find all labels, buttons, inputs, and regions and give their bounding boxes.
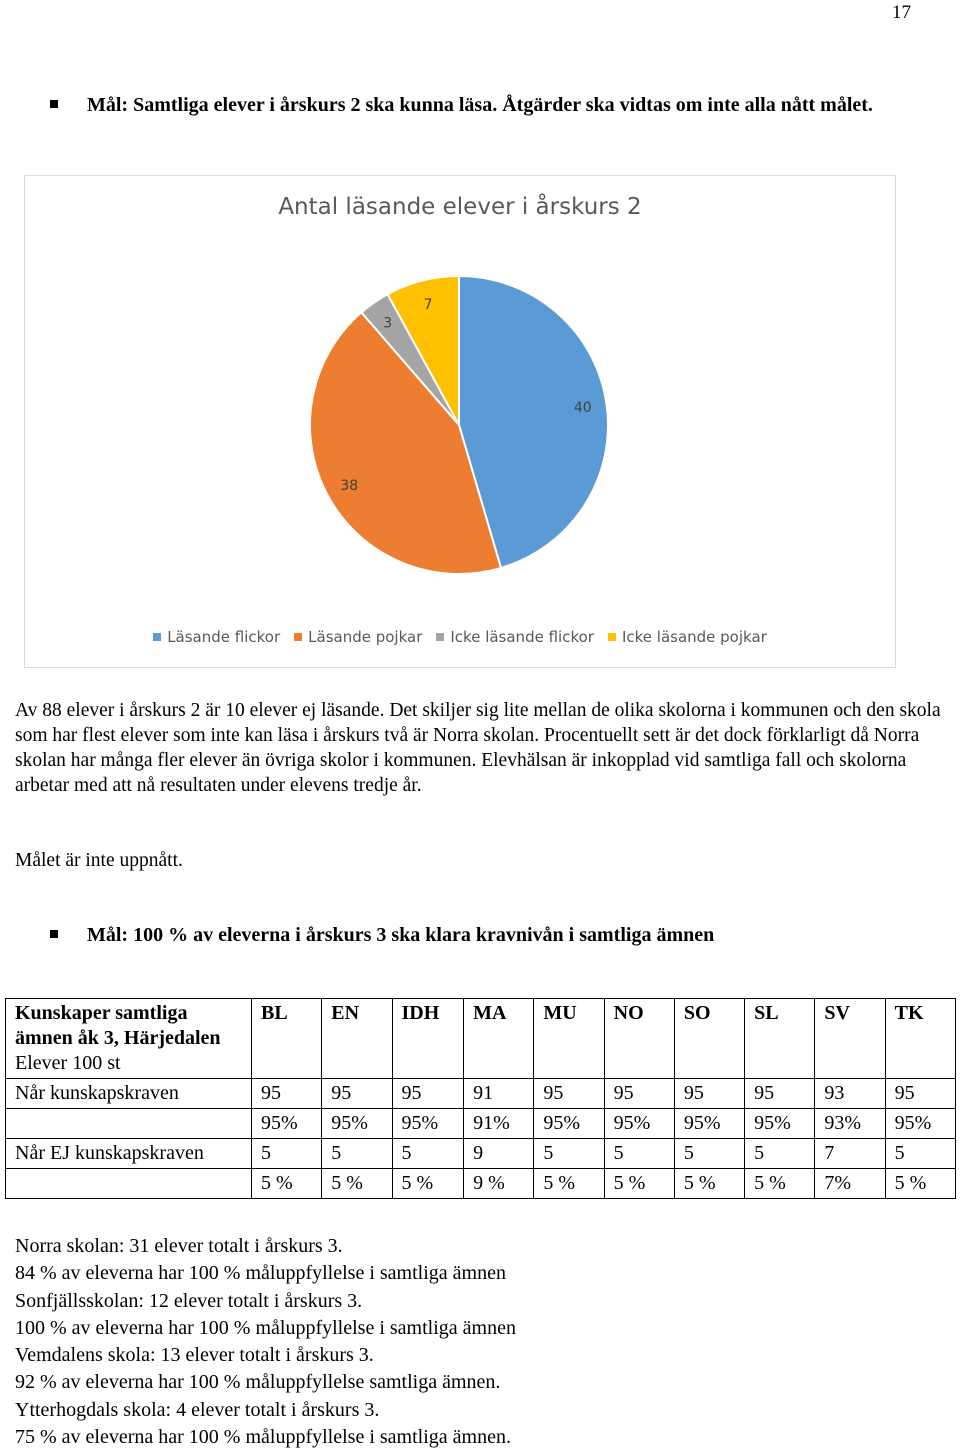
square-bullet-icon <box>50 100 58 108</box>
row-label <box>6 1109 252 1139</box>
school-result-line: Norra skolan: 31 elever totalt i årskurs 3. <box>15 1235 343 1257</box>
school-result-line: 84 % av eleverna har 100 % måluppfyllelse i samtliga ämnen <box>15 1262 506 1285</box>
table-row <box>6 1139 956 1169</box>
table-cell: 5 % <box>604 1169 674 1199</box>
goal-1-text: Mål: Samtliga elever i årskurs 2 ska kunna läsa. Åtgärder ska vidtas om inte alla nått målet. <box>87 94 873 116</box>
subject-header-sv: SV <box>815 999 885 1079</box>
school-result-line: Ytterhogdals skola: 4 elever totalt i årskurs 3. <box>15 1398 380 1421</box>
table-cell: 5 % <box>885 1169 955 1199</box>
table-cell: 9 <box>464 1139 534 1169</box>
table-cell: 9 % <box>464 1169 534 1199</box>
table-cell: 95 <box>322 1079 392 1109</box>
goal-2-text: Mål: 100 % av eleverna i årskurs 3 ska klara kravnivån i samtliga ämnen <box>87 924 715 946</box>
table-cell: 95 <box>745 1079 815 1109</box>
legend-label: Icke läsande pojkar <box>621 628 767 646</box>
table-cell: 95% <box>534 1109 604 1139</box>
legend-swatch <box>608 633 616 641</box>
table-cell: 5 <box>534 1139 604 1169</box>
subject-header-ma: MA <box>464 999 534 1079</box>
table-cell: 95% <box>885 1109 955 1139</box>
table-cell: 5 <box>745 1139 815 1169</box>
school-result-line: 100 % av eleverna har 100 % måluppfyllelse i samtliga ämnen <box>15 1316 516 1339</box>
table-cell: 95 <box>392 1079 464 1109</box>
table-cell: 95 <box>885 1079 955 1109</box>
table-cell: 7 <box>815 1139 885 1169</box>
legend-item <box>153 628 280 646</box>
legend-swatch <box>153 633 161 641</box>
table-header-title: Kunskaper samtliga ämnen åk 3, Härjedalen <box>15 1002 221 1049</box>
legend-label: Läsande pojkar <box>308 628 423 646</box>
row-label: Når EJ kunskapskraven <box>6 1139 252 1169</box>
school-result-line: Vemdalens skola: 13 elever totalt i årskurs 3. <box>15 1344 374 1367</box>
table-cell: 95% <box>745 1109 815 1139</box>
paragraph-goal-not-met: Målet är inte uppnått. <box>15 850 183 871</box>
table-cell: 91 <box>464 1079 534 1109</box>
table-cell: 7% <box>815 1169 885 1199</box>
table-cell: 5 % <box>745 1169 815 1199</box>
table-cell: 95 <box>534 1079 604 1109</box>
pie-data-label: 40 <box>573 400 592 417</box>
table-row <box>6 1169 956 1199</box>
table-header-row <box>6 999 956 1079</box>
pie-data-label: 3 <box>383 315 393 332</box>
pie-data-label: 7 <box>423 296 433 313</box>
table-header-label-cell <box>6 999 252 1079</box>
table-cell: 5 <box>885 1139 955 1169</box>
pie-data-label: 38 <box>340 477 359 494</box>
table-cell: 95% <box>252 1109 322 1139</box>
table-cell: 5 <box>252 1139 322 1169</box>
table-cell: 91% <box>464 1109 534 1139</box>
school-result-line: 75 % av eleverna har 100 % måluppfyllelse i samtliga ämnen. <box>15 1426 511 1449</box>
legend-label: Läsande flickor <box>167 628 281 646</box>
subject-header-bl: BL <box>252 999 322 1079</box>
subject-header-tk: TK <box>885 999 955 1079</box>
table-cell: 95% <box>604 1109 674 1139</box>
pie-chart <box>24 175 896 668</box>
knowledge-table <box>5 998 956 1199</box>
chart-legend <box>25 628 895 646</box>
table-cell: 5 <box>674 1139 744 1169</box>
page-number: 17 <box>892 2 911 23</box>
school-result-line: Sonfjällsskolan: 12 elever totalt i årskurs 3. <box>15 1289 363 1312</box>
table-header-subtitle: Elever 100 st <box>15 1052 121 1074</box>
table-cell: 5 % <box>392 1169 464 1199</box>
row-label <box>6 1169 252 1199</box>
subject-header-idh: IDH <box>392 999 464 1079</box>
legend-item <box>436 628 594 646</box>
table-cell: 5 % <box>674 1169 744 1199</box>
subject-header-sl: SL <box>745 999 815 1079</box>
table-cell: 5 % <box>252 1169 322 1199</box>
table-cell: 5 <box>604 1139 674 1169</box>
chart-title: Antal läsande elever i årskurs 2 <box>278 194 642 220</box>
table-cell: 95 <box>252 1079 322 1109</box>
table-cell: 95% <box>674 1109 744 1139</box>
square-bullet-icon <box>50 930 58 938</box>
row-label: Når kunskapskraven <box>6 1079 252 1109</box>
subject-header-en: EN <box>322 999 392 1079</box>
school-result-line: 92 % av eleverna har 100 % måluppfyllelse samtliga ämnen. <box>15 1371 501 1394</box>
school-results-list <box>15 1233 516 1451</box>
table-cell: 95 <box>674 1079 744 1109</box>
paragraph-reading-results: Av 88 elever i årskurs 2 är 10 elever ej läsande. Det skiljer sig lite mellan de olika skolorna i kommunen och den skola som har flest elever som inte kan läsa i årskurs två är Norra skolan. Procentuellt sett är det dock förklarligt då Norra skolan har många fler elever än övriga skolor i kommunen. Elevhälsan är inkopplad vid samtliga fall och skolorna arbetar med att nå resultaten under elevens tredje år. <box>15 700 941 796</box>
subject-header-so: SO <box>674 999 744 1079</box>
table-cell: 5 <box>392 1139 464 1169</box>
pie-chart-plot <box>25 176 895 667</box>
table-cell: 93% <box>815 1109 885 1139</box>
legend-label: Icke läsande flickor <box>450 628 594 646</box>
subject-header-no: NO <box>604 999 674 1079</box>
table-cell: 95 <box>604 1079 674 1109</box>
goal-2-bullet <box>50 922 930 948</box>
table-cell: 5 % <box>534 1169 604 1199</box>
table-cell: 95% <box>322 1109 392 1139</box>
table-row <box>6 1079 956 1109</box>
table-cell: 95% <box>392 1109 464 1139</box>
legend-item <box>608 628 767 646</box>
legend-item <box>294 628 422 646</box>
table-row <box>6 1109 956 1139</box>
legend-swatch <box>294 633 302 641</box>
goal-1-bullet <box>50 92 930 118</box>
subject-header-mu: MU <box>534 999 604 1079</box>
table-cell: 5 % <box>322 1169 392 1199</box>
table-cell: 93 <box>815 1079 885 1109</box>
legend-swatch <box>436 633 444 641</box>
table-cell: 5 <box>322 1139 392 1169</box>
